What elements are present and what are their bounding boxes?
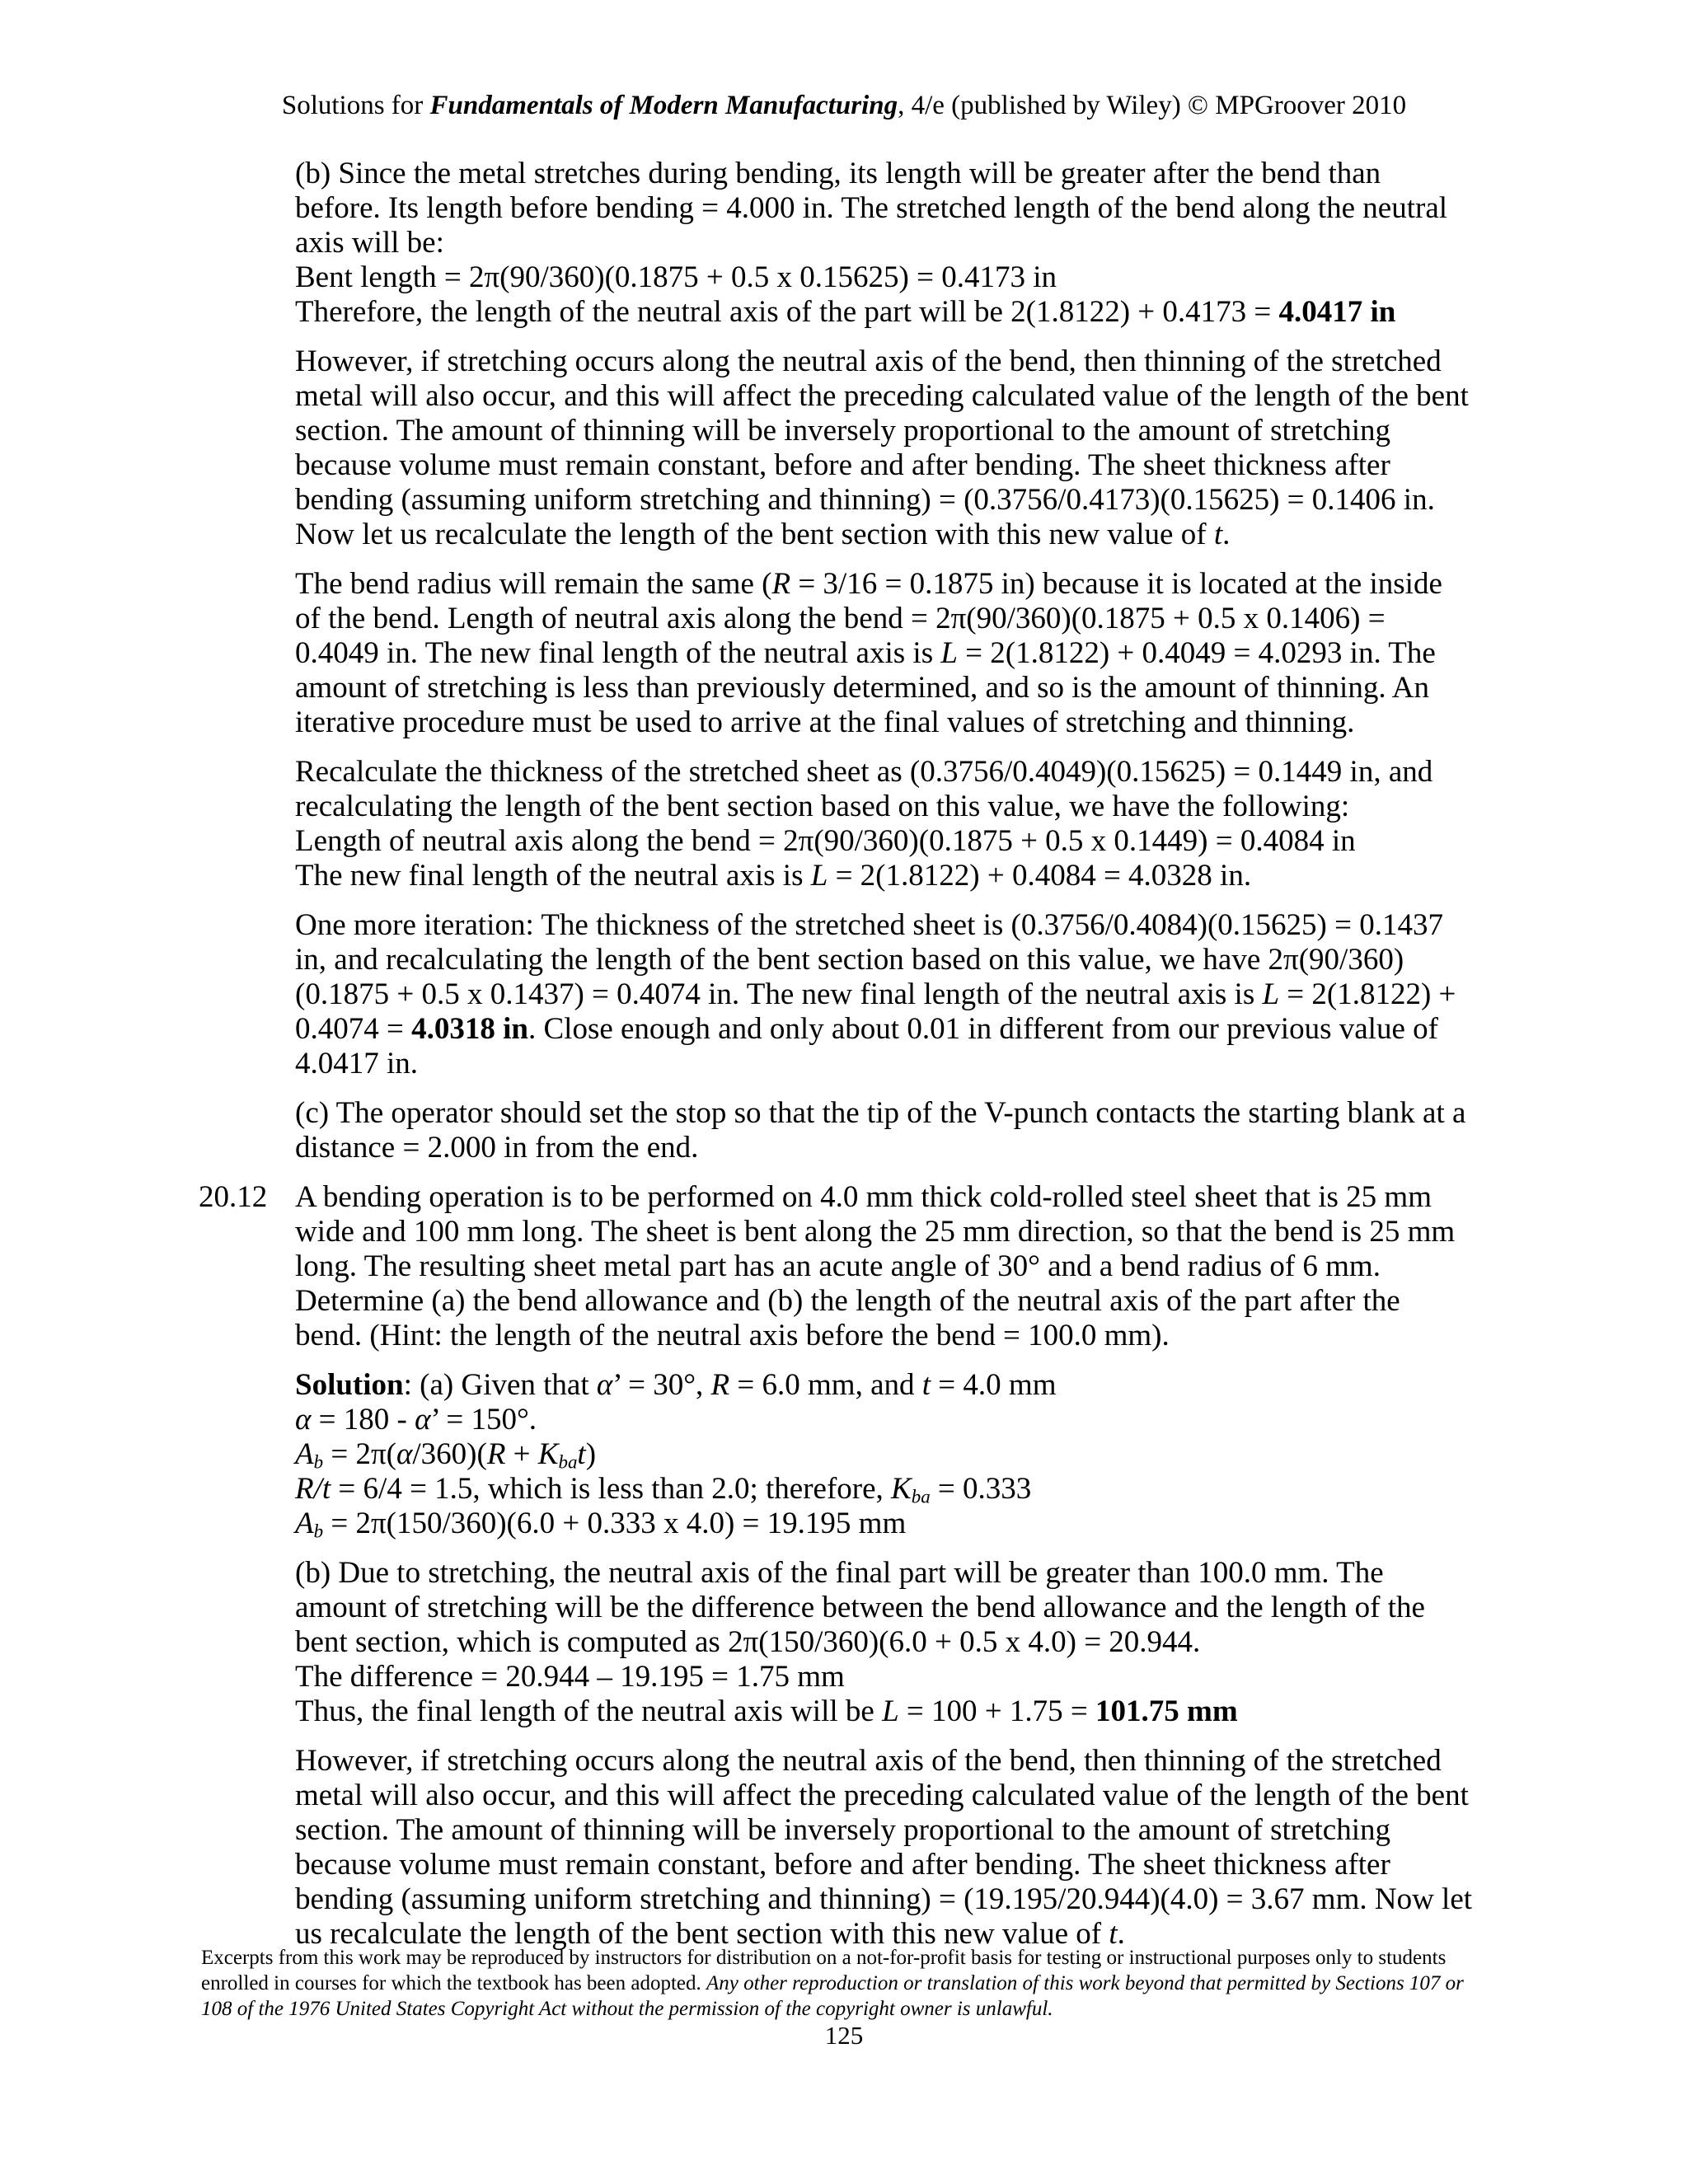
part-b-paragraph-1: (b) Since the metal stretches during bending, its length will be greater after the bend than before. Its length before bending = 4.000 in. The stretched length of the bend along the neutral axis will be: Bent length = 2π(90/360)(0.1875 + 0.5 x 0.15625) = 0.4173 in Therefore, the length of the neutral axis of the part will be 2(1.8122) + 0.4173 = 4.0417 in <box>295 157 1448 329</box>
page-number: 125 <box>824 2021 864 2050</box>
main-content <box>199 157 1474 1966</box>
answer-value: 101.75 mm <box>1095 1694 1238 1728</box>
problem-number: 20.12 <box>199 1180 268 1214</box>
solution-part-a: Solution: (a) Given that α’ = 30°, R = 6.0 mm, and t = 4.0 mm α = 180 - α’ = 150°. $A_b = 2\pi(\alpha/360)(R + K_{ba}t)$ R/t = 6/4 = 1.5, which is less than 2.0; therefore, $K_{ba} = 0.333$ $A_b = 2\pi(150/360)(6.0 + 0.333$ x 4.0) = 19.195 mm <box>295 1368 1057 1542</box>
problem-20-12 <box>199 1180 1474 1966</box>
solution-part-b: (b) Due to stretching, the neutral axis of the final part will be greater than 100.0 mm. The amount of stretching will be the difference between the bend allowance and the length of the bent section, which is computed as 2π(150/360)(6.0 + 0.5 x 4.0) = 20.944. The difference = 20.944 – 19.195 = 1.75 mm Thus, the final length of the neutral axis will be L = 100 + 1.75 = 101.75 mm <box>295 1556 1425 1728</box>
page-header: Solutions for Fundamentals of Modern Manufacturing, 4/e (published by Wiley) © MPGroover 2010 <box>281 91 1407 120</box>
solution-label: Solution <box>295 1368 404 1402</box>
problem-statement: A bending operation is to be performed on 4.0 mm thick cold-rolled steel sheet that is 25 mm wide and 100 mm long. The sheet is bent along the 25 mm direction, so that the bend is 25 mm long. The resulting sheet metal part has an acute angle of 30° and a bend radius of 6 mm. Determine (a) the bend allowance and (b) the length of the neutral axis of the part after the bend. (Hint: the length of the neutral axis before the bend = 100.0 mm). <box>295 1180 1456 1352</box>
part-c-paragraph: (c) The operator should set the stop so that the tip of the V-punch contacts the starting blank at a distance = 2.000 in from the end. <box>295 1096 1466 1165</box>
part-b-paragraph-3: The bend radius will remain the same (R = 3/16 = 0.1875 in) because it is located at the inside of the bend. Length of neutral axis along the bend = 2π(90/360)(0.1875 + 0.5 x 0.1406) = 0.4049 in. The new final length of the neutral axis is L = 2(1.8122) + 0.4049 = 4.0293 in. The amount of stretching is less than previously determined, and so is the amount of thinning. An iterative procedure must be used to arrive at the final values of stretching and thinning. <box>295 567 1442 739</box>
part-b-paragraph-5: One more iteration: The thickness of the stretched sheet is (0.3756/0.4084)(0.15625) = 0.1437 in, and recalculating the length of the bent section based on this value, we have 2π(90/360)(0.1875 + 0.5 x 0.1437) = 0.4074 in. The new final length of the neutral axis is L = 2(1.8122) + 0.4074 = 4.0318 in. Close enough and only about 0.01 in different from our previous value of 4.0417 in. <box>295 908 1456 1080</box>
book-title: Fundamentals of Modern Manufacturing <box>429 91 898 120</box>
part-b-paragraph-4: Recalculate the thickness of the stretched sheet as (0.3756/0.4049)(0.15625) = 0.1449 in, and recalculating the length of the bent section based on this value, we have the following: Length of neutral axis along the bend = 2π(90/360)(0.1875 + 0.5 x 0.1449) = 0.4084 in The new final length of the neutral axis is L = 2(1.8122) + 0.4084 = 4.0328 in. <box>295 755 1433 893</box>
answer-value: 4.0417 in <box>1278 295 1396 329</box>
part-b-paragraph-2: However, if stretching occurs along the neutral axis of the bend, then thinning of the stretched metal will also occur, and this will affect the preceding calculated value of the length of the bent section. The amount of thinning will be inversely proportional to the amount of stretching because volume must remain constant, before and after bending. The sheet thickness after bending (assuming uniform stretching and thinning) = (0.3756/0.4173)(0.15625) = 0.1406 in. Now let us recalculate the length of the bent section with this new value of t. <box>295 344 1469 551</box>
copyright-footer: Excerpts from this work may be reproduced by instructors for distribution on a not-for-profit basis for testing or instructional purposes only to students enrolled in courses for which the textbook has been adopted. Any other reproduction or translation of this work beyond that permitted by Sections 107 or 108 of the 1976 United States Copyright Act without the permission of the copyright owner is unlawful. <box>201 1947 1464 2020</box>
solution-part-b-thinning: However, if stretching occurs along the neutral axis of the bend, then thinning of the stretched metal will also occur, and this will affect the preceding calculated value of the length of the bent section. The amount of thinning will be inversely proportional to the amount of stretching because volume must remain constant, before and after bending. The sheet thickness after bending (assuming uniform stretching and thinning) = (19.195/20.944)(4.0) = 3.67 mm. Now let us recalculate the length of the bent section with this new value of t. <box>295 1744 1473 1951</box>
answer-value: 4.0318 in <box>411 1012 528 1046</box>
